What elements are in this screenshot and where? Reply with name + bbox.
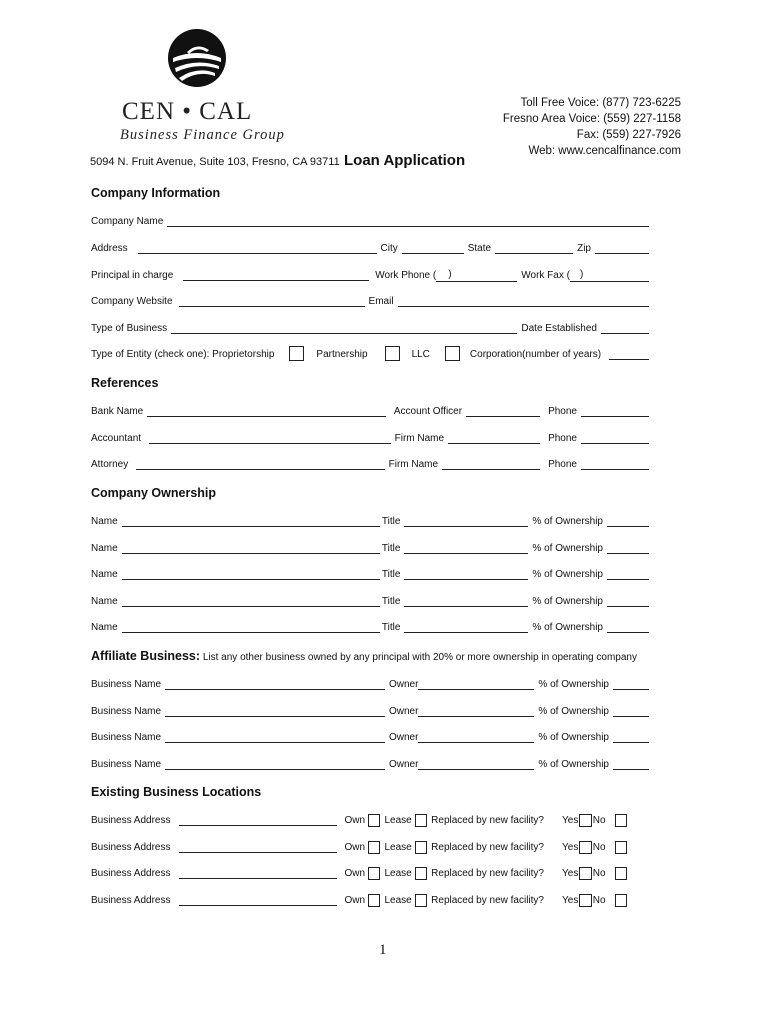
checkbox-partnership[interactable]	[385, 346, 400, 361]
label-lease: Lease	[384, 895, 412, 906]
field-attorney-firm[interactable]	[442, 468, 540, 470]
field-bank-name[interactable]	[147, 415, 386, 417]
checkbox-lease[interactable]	[415, 894, 427, 907]
label-attorney-firm: Firm Name	[388, 459, 439, 470]
label-affiliate-pct: % of Ownership	[538, 759, 609, 770]
row-location-2	[91, 840, 631, 854]
field-owner-title[interactable]	[404, 605, 528, 607]
paren-close-phone: )	[448, 269, 452, 280]
row-location-3	[91, 866, 631, 880]
label-affiliate-owner: Owner	[388, 759, 419, 770]
checkbox-yes[interactable]	[579, 814, 591, 827]
fax-number: Fax: (559) 227-7926	[576, 129, 681, 141]
row-address	[91, 241, 649, 255]
field-company-name[interactable]	[167, 225, 649, 227]
field-owner-pct[interactable]	[607, 605, 649, 607]
label-owner-name: Name	[91, 622, 118, 633]
field-affiliate-owner[interactable]	[418, 688, 534, 690]
checkbox-proprietorship[interactable]	[289, 346, 304, 361]
row-company-name	[91, 214, 649, 228]
field-attorney[interactable]	[136, 468, 384, 470]
row-location-4	[91, 893, 631, 907]
checkbox-lease[interactable]	[415, 867, 427, 880]
field-owner-title[interactable]	[404, 578, 528, 580]
checkbox-llc[interactable]	[445, 346, 460, 361]
field-affiliate-pct[interactable]	[613, 688, 649, 690]
row-owner-4	[91, 594, 649, 608]
label-owner-name: Name	[91, 569, 118, 580]
field-affiliate-business[interactable]	[165, 715, 385, 717]
label-work-fax: Work Fax (	[521, 270, 570, 281]
label-no: No	[592, 868, 606, 879]
label-own: Own	[344, 868, 366, 879]
label-lease: Lease	[384, 868, 412, 879]
label-replaced: Replaced by new facility?	[431, 842, 544, 853]
label-email: Email	[368, 296, 394, 307]
field-website[interactable]	[179, 305, 365, 307]
field-affiliate-business[interactable]	[165, 741, 385, 743]
page-number: 1	[379, 942, 387, 958]
website: Web: www.cencalfinance.com	[528, 145, 681, 157]
row-bank	[91, 404, 649, 418]
field-attorney-phone[interactable]	[581, 468, 649, 470]
label-attorney: Attorney	[91, 459, 129, 470]
checkbox-no[interactable]	[615, 867, 627, 880]
field-owner-pct[interactable]	[607, 525, 649, 527]
row-owner-3	[91, 567, 649, 581]
fresno-voice: Fresno Area Voice: (559) 227-1158	[502, 113, 681, 125]
row-principal	[91, 268, 649, 282]
field-work-fax[interactable]	[570, 269, 649, 282]
label-bank-name: Bank Name	[91, 406, 144, 417]
label-accountant-firm: Firm Name	[394, 433, 445, 444]
field-address[interactable]	[138, 252, 377, 254]
label-entity-proprietorship: Type of Entity (check one): Proprietorship	[91, 349, 275, 360]
label-yes: Yes	[562, 842, 579, 853]
checkbox-own[interactable]	[368, 894, 380, 907]
field-accountant[interactable]	[149, 442, 391, 444]
label-affiliate-owner: Owner	[388, 706, 419, 717]
field-owner-title[interactable]	[404, 631, 528, 633]
label-owner-pct: % of Ownership	[532, 543, 603, 554]
document-title: Loan Application	[344, 152, 466, 169]
field-work-phone[interactable]	[436, 269, 517, 282]
row-accountant	[91, 431, 649, 445]
field-zip[interactable]	[595, 252, 649, 254]
row-location-1	[91, 813, 631, 827]
label-account-officer: Account Officer	[393, 406, 463, 417]
row-attorney	[91, 457, 649, 471]
row-affiliate-2	[91, 704, 649, 718]
label-owner-pct: % of Ownership	[532, 622, 603, 633]
label-owner-title: Title	[381, 543, 401, 554]
label-location-address: Business Address	[91, 895, 171, 906]
label-affiliate-pct: % of Ownership	[538, 732, 609, 743]
checkbox-lease[interactable]	[415, 814, 427, 827]
label-no: No	[592, 842, 606, 853]
label-location-address: Business Address	[91, 842, 171, 853]
field-owner-name[interactable]	[122, 631, 380, 633]
label-owner-title: Title	[381, 516, 401, 527]
field-principal[interactable]	[183, 279, 369, 281]
label-replaced: Replaced by new facility?	[431, 895, 544, 906]
checkbox-no[interactable]	[615, 894, 627, 907]
field-owner-name[interactable]	[122, 605, 380, 607]
label-location-address: Business Address	[91, 868, 171, 879]
label-owner-title: Title	[381, 622, 401, 633]
label-work-phone: Work Phone (	[375, 270, 437, 281]
label-owner-pct: % of Ownership	[532, 596, 603, 607]
field-type-business[interactable]	[171, 332, 517, 334]
field-owner-pct[interactable]	[607, 552, 649, 554]
label-affiliate-business: Business Name	[91, 759, 162, 770]
field-owner-name[interactable]	[122, 578, 380, 580]
field-owner-name[interactable]	[122, 552, 380, 554]
label-state: State	[467, 243, 492, 254]
label-owner-name: Name	[91, 516, 118, 527]
label-affiliate-business: Business Name	[91, 732, 162, 743]
row-entity-type	[91, 347, 649, 361]
label-no: No	[592, 815, 606, 826]
label-yes: Yes	[562, 868, 579, 879]
field-owner-title[interactable]	[404, 525, 528, 527]
field-corporation-years[interactable]	[609, 358, 649, 360]
checkbox-yes[interactable]	[579, 894, 591, 907]
label-affiliate-owner: Owner	[388, 732, 419, 743]
field-city[interactable]	[402, 252, 464, 254]
field-affiliate-owner[interactable]	[418, 715, 534, 717]
checkbox-yes[interactable]	[579, 867, 591, 880]
field-bank-phone[interactable]	[581, 415, 649, 417]
field-affiliate-business[interactable]	[165, 688, 385, 690]
logo-wordmark: CEN • CAL	[122, 98, 253, 125]
row-affiliate-3	[91, 730, 649, 744]
label-affiliate-business: Business Name	[91, 679, 162, 690]
label-affiliate-owner: Owner	[388, 679, 419, 690]
checkbox-own[interactable]	[368, 867, 380, 880]
field-affiliate-business[interactable]	[165, 768, 385, 770]
row-type-business	[91, 321, 649, 335]
contact-block	[503, 95, 681, 159]
label-location-address: Business Address	[91, 815, 171, 826]
label-owner-title: Title	[381, 596, 401, 607]
label-lease: Lease	[384, 815, 412, 826]
field-affiliate-pct[interactable]	[613, 768, 649, 770]
section-company-ownership: Company Ownership	[91, 486, 217, 500]
field-affiliate-owner[interactable]	[418, 741, 534, 743]
section-affiliate-business: Affiliate Business:	[91, 649, 201, 663]
field-affiliate-owner[interactable]	[418, 768, 534, 770]
label-replaced: Replaced by new facility?	[431, 815, 544, 826]
label-owner-name: Name	[91, 543, 118, 554]
label-zip: Zip	[577, 243, 591, 254]
section-company-information: Company Information	[91, 186, 221, 200]
field-affiliate-pct[interactable]	[613, 715, 649, 717]
toll-free-voice: Toll Free Voice: (877) 723-6225	[520, 97, 681, 109]
field-location-address[interactable]	[179, 877, 337, 879]
label-llc: LLC	[411, 349, 430, 360]
paren-close-fax: )	[579, 269, 584, 280]
label-principal: Principal in charge	[91, 270, 174, 281]
label-address: Address	[91, 243, 128, 254]
field-email[interactable]	[398, 305, 649, 307]
label-corporation: Corporation(number of years)	[469, 349, 602, 360]
field-affiliate-pct[interactable]	[613, 741, 649, 743]
cencal-logo-mark	[167, 28, 227, 88]
label-accountant-phone: Phone	[548, 433, 577, 444]
office-address: 5094 N. Fruit Avenue, Suite 103, Fresno, CA 93711	[90, 156, 340, 168]
label-website: Company Website	[91, 296, 173, 307]
label-company-name: Company Name	[91, 216, 164, 227]
checkbox-own[interactable]	[368, 841, 380, 854]
field-account-officer[interactable]	[466, 415, 540, 417]
label-owner-pct: % of Ownership	[532, 569, 603, 580]
field-date-established[interactable]	[601, 332, 649, 334]
label-no: No	[592, 895, 606, 906]
checkbox-no[interactable]	[615, 814, 627, 827]
section-references: References	[91, 376, 159, 390]
field-state[interactable]	[495, 252, 573, 254]
field-owner-title[interactable]	[404, 552, 528, 554]
affiliate-description: List any other business owned by any principal with 20% or more ownership in operating company	[200, 652, 637, 663]
label-type-business: Type of Business	[91, 323, 168, 334]
field-owner-pct[interactable]	[607, 631, 649, 633]
label-yes: Yes	[562, 895, 579, 906]
label-affiliate-pct: % of Ownership	[538, 679, 609, 690]
label-own: Own	[344, 842, 366, 853]
label-accountant: Accountant	[91, 433, 142, 444]
label-replaced: Replaced by new facility?	[431, 868, 544, 879]
field-accountant-phone[interactable]	[581, 442, 649, 444]
checkbox-own[interactable]	[368, 814, 380, 827]
field-location-address[interactable]	[179, 824, 337, 826]
label-bank-phone: Phone	[548, 406, 577, 417]
label-affiliate-business: Business Name	[91, 706, 162, 717]
row-owner-2	[91, 541, 649, 555]
row-affiliate-4	[91, 757, 649, 771]
label-lease: Lease	[384, 842, 412, 853]
checkbox-no[interactable]	[615, 841, 627, 854]
affiliate-heading-row	[91, 649, 637, 663]
row-owner-1	[91, 514, 649, 528]
checkbox-lease[interactable]	[415, 841, 427, 854]
field-location-address[interactable]	[179, 904, 337, 906]
checkbox-yes[interactable]	[579, 841, 591, 854]
label-own: Own	[344, 895, 366, 906]
field-accountant-firm[interactable]	[448, 442, 540, 444]
logo-tagline: Business Finance Group	[120, 127, 285, 143]
label-partnership: Partnership	[316, 349, 368, 360]
field-owner-name[interactable]	[122, 525, 380, 527]
label-owner-title: Title	[381, 569, 401, 580]
label-date-established: Date Established	[521, 323, 597, 334]
row-website	[91, 294, 649, 308]
label-owner-pct: % of Ownership	[532, 516, 603, 527]
section-existing-locations: Existing Business Locations	[91, 785, 262, 799]
label-city: City	[380, 243, 398, 254]
label-owner-name: Name	[91, 596, 118, 607]
field-owner-pct[interactable]	[607, 578, 649, 580]
row-owner-5	[91, 620, 649, 634]
label-attorney-phone: Phone	[548, 459, 577, 470]
field-location-address[interactable]	[179, 851, 337, 853]
label-yes: Yes	[562, 815, 579, 826]
row-affiliate-1	[91, 677, 649, 691]
label-affiliate-pct: % of Ownership	[538, 706, 609, 717]
label-own: Own	[344, 815, 366, 826]
